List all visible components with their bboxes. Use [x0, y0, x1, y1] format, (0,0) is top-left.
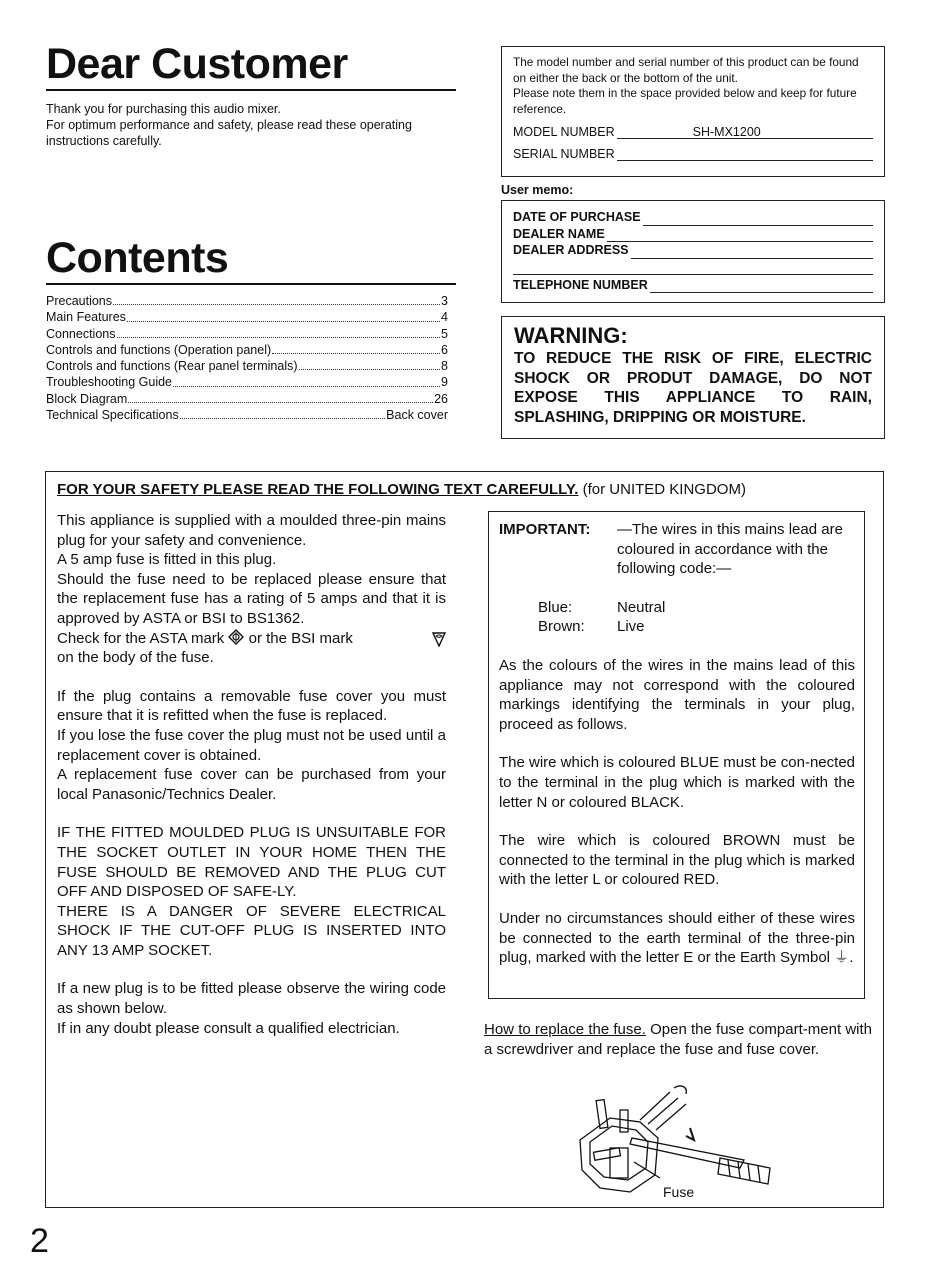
toc-dots [117, 326, 441, 338]
brown-label: Brown: [538, 618, 585, 636]
bsi-mark-icon [432, 631, 446, 647]
wire-code-blue [499, 598, 855, 618]
serial-number-line [617, 146, 873, 161]
toc-page: 5 [441, 326, 448, 341]
brown-value: Live [617, 618, 645, 636]
left-p1d-end: on the body of the fuse. [57, 649, 214, 667]
telephone-label: TELEPHONE NUMBER [513, 277, 648, 292]
toc-dots [113, 293, 440, 305]
left-p3b: THERE IS A DANGER OF SEVERE ELECTRICAL SHOCK IF THE CUT-OFF PLUG IS INSERTED INTO ANY 13 AMP SOCKET. [57, 902, 446, 959]
toc-dots [272, 342, 440, 354]
toc-page: 9 [441, 375, 448, 390]
important-p2: The wire which is coloured BLUE must be con-nected to the terminal in the plug which is marked with the letter N or coloured BLACK. [499, 754, 856, 811]
fuse-heading: How to replace the fuse. [484, 1021, 646, 1038]
model-number-line [617, 124, 873, 139]
warning-title: WARNING: [514, 323, 628, 348]
left-p1a: This appliance is supplied with a moulded three-pin mains plug for your safety and convenience. [57, 512, 446, 549]
toc-item [46, 374, 448, 390]
model-number-value: SH-MX1200 [692, 125, 761, 139]
paragraph-gap [57, 668, 446, 687]
toc-label: Technical Specifications [46, 408, 179, 423]
date-of-purchase-label: DATE OF PURCHASE [513, 210, 641, 224]
toc-page: 3 [441, 294, 448, 308]
toc-label: Precautions [46, 294, 113, 308]
left-p2a: If the plug contains a removable fuse cover you must ensure that it is refitted when the fuse is replaced. [57, 687, 446, 725]
toc-label: Block Diagram [46, 391, 128, 406]
important-header [499, 520, 855, 579]
dealer-name-line [607, 227, 873, 242]
important-p4 [499, 909, 855, 968]
safety-heading-suffix: (for UNITED KINGDOM) [578, 481, 746, 498]
toc-page: 26 [434, 391, 448, 406]
bsi-text: or the BSI mark [244, 629, 353, 647]
blue-label: Blue: [538, 598, 573, 616]
toc-label: Main Features [46, 310, 126, 325]
model-number-field [513, 124, 873, 139]
left-p1c: Should the fuse need to be replaced please ensure that the replacement fuse has a rating of 5 amps and that it is approved by ASTA or BSI to BS1362. [57, 570, 446, 627]
toc-dots [128, 391, 433, 403]
safety-left-column [57, 511, 446, 1038]
serial-number-label: SERIAL NUMBER [513, 147, 615, 161]
toc-label: Connections [46, 326, 116, 341]
asta-mark-icon [228, 629, 244, 645]
contents-list [46, 293, 448, 423]
toc-page: Back cover [386, 408, 448, 423]
paragraph-gap [57, 804, 446, 823]
paragraph-gap [499, 812, 855, 831]
dealer-address-field [513, 242, 873, 259]
model-note-2: Please note them in the space provided below and keep for future reference. [513, 86, 857, 116]
toc-item [46, 309, 448, 325]
toc-label: Controls and functions (Operation panel) [46, 342, 272, 357]
date-of-purchase-field [513, 209, 873, 226]
dear-customer-section [46, 40, 456, 149]
toc-page: 8 [441, 359, 448, 374]
paragraph-gap [57, 960, 446, 979]
important-p3: The wire which is coloured BROWN must be connected to the terminal in the plug which is marked with the letter L or coloured RED. [499, 832, 855, 889]
toc-label: Troubleshooting Guide [46, 375, 173, 390]
warning-text: TO REDUCE THE RISK OF FIRE, ELECTRIC SHOCK OR PRODUT DAMAGE, DO NOT EXPOSE THIS APPLIANCE TO RAIN, SPLASHING, DRIPPING OR MOISTURE. [514, 350, 872, 426]
toc-item [46, 342, 448, 358]
telephone-field [513, 277, 873, 294]
toc-dots [299, 358, 441, 370]
serial-number-field [513, 146, 873, 161]
paragraph-gap [499, 734, 855, 753]
contents-rule [46, 283, 456, 285]
telephone-line [650, 278, 873, 293]
left-p4b: If in any doubt please consult a qualified electrician. [57, 1019, 400, 1037]
toc-item [46, 358, 448, 374]
toc-dots [180, 407, 385, 419]
model-note-1: The model number and serial number of this product can be found on either the back or the bottom of the unit. [513, 55, 859, 85]
blue-value: Neutral [617, 598, 666, 616]
wire-code-brown [499, 617, 855, 637]
toc-item [46, 391, 448, 407]
left-p1d [57, 629, 446, 649]
toc-dots [127, 309, 440, 321]
paragraph-gap [499, 890, 855, 909]
plug-illustration [570, 1080, 780, 1200]
left-p4a: If a new plug is to be fitted please observe the wiring code as shown below. [57, 980, 446, 1018]
date-of-purchase-line [643, 211, 873, 226]
important-p1: As the colours of the wires in the mains lead of this appliance may not correspond with the coloured markings identifying the terminals in your plug, proceed as follows. [499, 656, 855, 733]
paragraph-gap [499, 579, 855, 598]
fuse-text: Open the fuse compart-ment with a screwdriver and replace the fuse and fuse cover. [484, 1021, 872, 1058]
dealer-name-field [513, 226, 873, 243]
left-p3a: IF THE FITTED MOULDED PLUG IS UNSUITABLE FOR THE SOCKET OUTLET IN YOUR HOME THEN THE FUSE SHOULD BE REMOVED AND THE PLUG CUT OFF AND DISPOSED OF SAFE-LY. [57, 824, 446, 901]
page-number: 2 [30, 1222, 49, 1260]
dealer-address-line-2 [513, 259, 873, 275]
asta-text: Check for the ASTA mark [57, 629, 229, 647]
important-p4-text: Under no circumstances should either of these wires be connected to the earth terminal of the three-pin plug, marked with the letter E or the Earth Symbol [499, 909, 855, 967]
toc-page: 6 [441, 342, 448, 357]
dear-customer-title: Dear Customer [46, 40, 348, 88]
important-intro: —The wires in this mains lead are coloured in accordance with the following code:— [617, 521, 843, 578]
toc-item [46, 326, 448, 342]
dear-customer-line-1: Thank you for purchasing this audio mixer. [46, 102, 281, 116]
toc-page: 4 [441, 310, 448, 325]
dealer-name-label: DEALER NAME [513, 226, 605, 241]
important-p4-end: . [849, 949, 854, 967]
dealer-address-label: DEALER ADDRESS [513, 243, 629, 257]
contents-section [46, 234, 456, 423]
left-p2c: A replacement fuse cover can be purchased from your local Panasonic/Technics Dealer. [57, 766, 446, 803]
fuse-paragraph [484, 1020, 872, 1059]
toc-label: Controls and functions (Rear panel terminals) [46, 359, 298, 374]
fuse-instructions [484, 1020, 872, 1059]
paragraph-gap [499, 637, 855, 656]
toc-item [46, 407, 448, 423]
dealer-address-line [631, 244, 873, 259]
fuse-caption: Fuse [663, 1184, 695, 1200]
left-p2b: If you lose the fuse cover the plug must not be used until a replacement cover is obtained. [57, 726, 446, 764]
safety-heading [57, 481, 746, 498]
dear-customer-line-2: For optimum performance and safety, please read these operating instructions carefully. [46, 118, 412, 148]
user-memo-box [501, 200, 885, 303]
toc-item [46, 293, 448, 309]
blank-line [513, 260, 873, 275]
plug-drawing [570, 1080, 780, 1200]
important-label: IMPORTANT: [499, 521, 591, 538]
warning-box [501, 316, 885, 439]
user-memo-title: User memo: [501, 183, 574, 197]
contents-title: Contents [46, 234, 229, 282]
toc-dots [173, 374, 440, 386]
earth-symbol-icon: ⏚ [834, 949, 850, 967]
model-number-label: MODEL NUMBER [513, 125, 615, 139]
title-rule [46, 89, 456, 91]
safety-heading-text: FOR YOUR SAFETY PLEASE READ THE FOLLOWING TEXT CAREFULLY. [57, 481, 579, 498]
left-p1b: A 5 amp fuse is fitted in this plug. [57, 551, 277, 569]
model-serial-box [501, 46, 885, 177]
important-box [488, 511, 865, 999]
